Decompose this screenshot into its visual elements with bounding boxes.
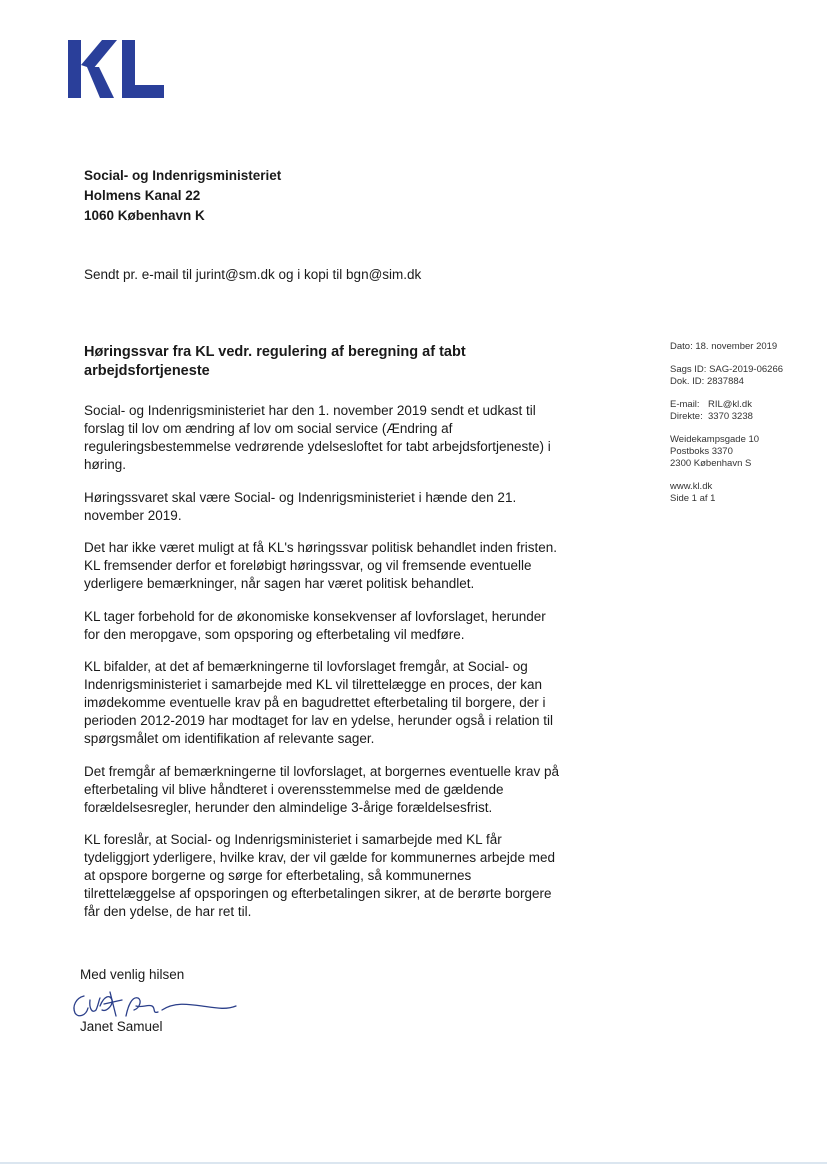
paragraph: Høringssvaret skal være Social- og Indenrigsministeriet i hænde den 21. november 2019. [84,489,517,523]
email-link[interactable]: RIL@kl.dk [708,399,752,410]
paragraph: Social- og Indenrigsministeriet har den 1. november 2019 sendt et udkast til forslag til lov om ændring af lov om social service (Ændring af reguleringsbestemmelse vedrørende ydelsesloftet for tabt arbejdsfortjeneste) i høring. [84,403,551,472]
email-label: E-mail: [670,399,700,410]
recipient-street: Holmens Kanal 22 [84,188,201,203]
email-row [670,399,820,411]
case-id: Sags ID: SAG-2019-06266 [670,364,784,375]
address-city: 2300 København S [670,458,752,469]
letter-metadata [670,341,820,516]
sent-note: Sendt pr. e-mail til jurint@sm.dk og i kopi til bgn@sim.dk [84,267,422,282]
page-bottom-edge [0,1162,827,1164]
recipient-address [84,166,281,226]
recipient-city: 1060 København K [84,208,205,223]
signer-name: Janet Samuel [80,1019,163,1034]
paragraph: Det fremgår af bemærkningerne til lovforslaget, at borgernes eventuelle krav på efterbetaling vil blive håndteret i overensstemmelse med de gældende forældelsesregler, herunder den almindelige 3-årige forældelsesfrist. [84,763,559,815]
letter-title: Høringssvar fra KL vedr. regulering af beregning af tabt arbejdsfortjeneste [84,344,466,379]
closing-greeting: Med venlig hilsen [80,967,185,982]
address-street: Weidekampsgade 10 [670,434,760,445]
phone-row [670,411,820,423]
doc-id: Dok. ID: 2837884 [670,376,744,387]
letter-body [84,402,560,936]
recipient-name: Social- og Indenrigsministeriet [84,168,282,183]
paragraph: KL bifalder, at det af bemærkningerne til lovforslaget fremgår, at Social- og Indenrigsministeriet i samarbejde med KL vil tilrettelægge en proces, der kan imødekomme eventuelle krav på en bagudrettet efterbetaling til borgere, der i perioden 2012-2019 har modtaget for lav en ydelse, herunder også i relation til spørgsmålet om identifikation af relevante sager. [84,659,554,746]
paragraph: KL tager forbehold for de økonomiske konsekvenser af lovforslaget, herunder for den meropgave, som opsporing og efterbetaling vil medføre. [84,608,546,642]
phone-number: 3370 3238 [708,411,753,422]
website-link[interactable]: www.kl.dk [670,481,713,492]
phone-label: Direkte: [670,411,703,422]
paragraph: KL foreslår, at Social- og Indenrigsministeriet i samarbejde med KL får tydeliggjort yderligere, hvilke krav, der vil gælde for kommunernes arbejde med at opspore borgerne og sørge for efterbetaling, så kommunernes tilrettelæggelse af opsporingen og efterbetalingen sikrer, at de berørte borgere får den ydelse, de har ret til. [84,832,555,919]
date: Dato: 18. november 2019 [670,341,778,352]
address-pobox: Postboks 3370 [670,446,733,457]
page-number: Side 1 af 1 [670,493,716,504]
kl-logo [66,38,166,100]
paragraph: Det har ikke været muligt at få KL's høringssvar politisk behandlet inden fristen. KL fremsender derfor et foreløbigt høringssvar, og vil fremsende eventuelle yderligere bemærkninger, når sagen har været politisk behandlet. [84,540,558,591]
